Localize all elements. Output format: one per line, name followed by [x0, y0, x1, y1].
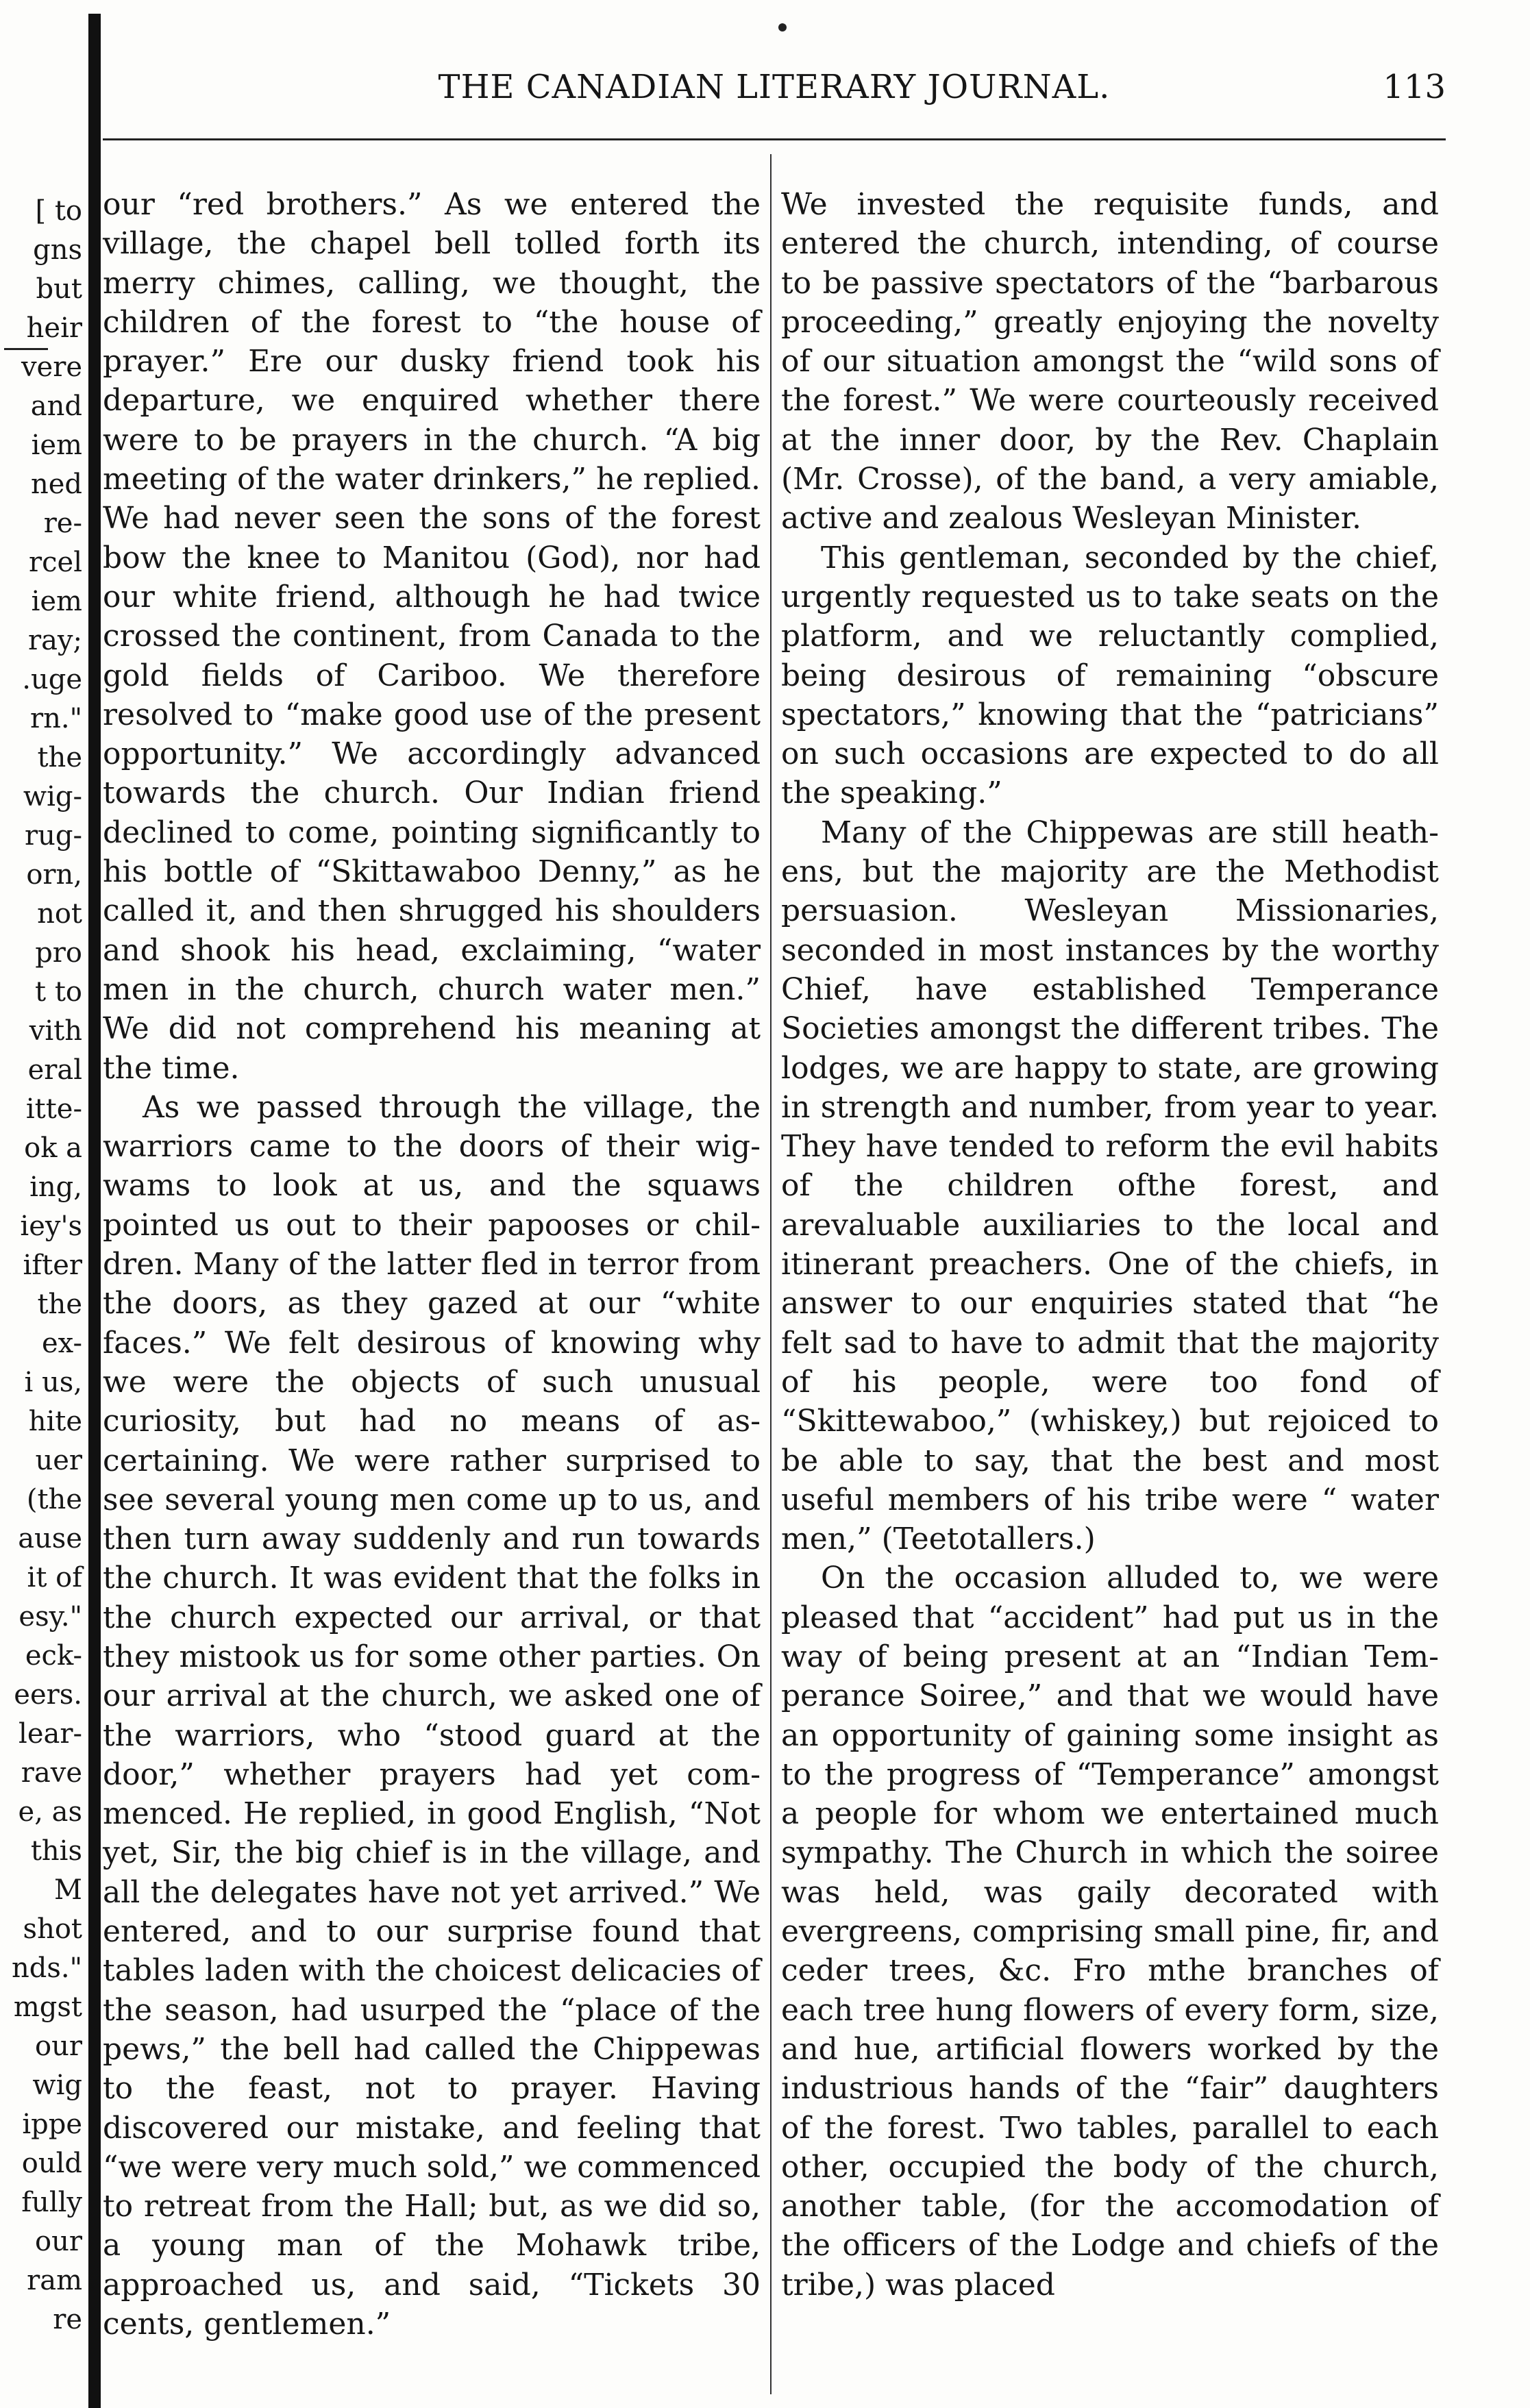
- print-mark: [778, 23, 787, 32]
- fragment-line: it of: [27, 1562, 82, 1593]
- fragment-line: e, as: [18, 1796, 82, 1828]
- fragment-line: rave: [21, 1757, 82, 1789]
- fragment-line: eral: [27, 1054, 82, 1086]
- fragment-line: shot: [23, 1913, 82, 1945]
- fragment-line: iem: [31, 430, 82, 461]
- fragment-line: M: [54, 1874, 82, 1906]
- fragment-line: gns: [33, 234, 82, 266]
- fragment-line: uer: [35, 1445, 82, 1476]
- fragment-line: itte-: [25, 1093, 82, 1125]
- facing-page-rule: [4, 348, 48, 350]
- fragment-line: rn.": [30, 703, 82, 734]
- column-divider: [770, 154, 772, 2394]
- fragment-line: this: [30, 1835, 82, 1867]
- fragment-line: but: [36, 273, 82, 305]
- fragment-line: ok a: [24, 1132, 82, 1164]
- fragment-line: ing,: [29, 1171, 82, 1203]
- fragment-line: nds.": [11, 1952, 82, 1984]
- fragment-line: mgst: [13, 1991, 82, 2023]
- fragment-line: pro: [35, 937, 82, 969]
- fragment-line: lear-: [18, 1718, 82, 1750]
- paragraph: our “red brothers.” As we entered the village, the chapel bell tolled forth its merry chimes, calling, we thought, the children of the forest to “the house of prayer.” Ere our dusky friend took his departure, we enquired whether there were to be prayers in the church. “A big meeting of the water drinkers,” he replied. We had never seen the sons of the forest bow the knee to Manitou (God), nor had our white friend, although he had twice crossed the continent, from Canada to the gold fields of Cariboo. We therefore resolved to “make good use of the present opportunity.” We accordingly advanced towards the church. Our Indian friend declined to come, pointing significantly to his bottle of “Skittawaboo Denny,” as he called it, and then shrugged his shoulders and shook his head, exclaiming, “water men in the church, church water men.” We did not comprehend his meaning at the time.: [103, 187, 761, 1086]
- page-number: 113: [1383, 68, 1446, 106]
- fragment-lines: [0, 192, 85, 2339]
- fragment-line: wig: [32, 2070, 82, 2101]
- fragment-line: ould: [21, 2148, 82, 2179]
- fragment-line: wig-: [23, 781, 82, 812]
- fragment-line: eers.: [14, 1679, 82, 1711]
- fragment-line: the: [37, 1289, 82, 1320]
- fragment-line: t to: [35, 976, 82, 1008]
- fragment-line: rug-: [24, 820, 82, 852]
- right-column: [781, 185, 1439, 2305]
- fragment-line: ned: [30, 469, 82, 500]
- fragment-line: (the: [26, 1484, 82, 1515]
- fragment-line: eck-: [25, 1640, 82, 1672]
- fragment-line: heir: [26, 312, 82, 344]
- fragment-line: re-: [43, 508, 82, 539]
- fragment-line: [ to: [35, 195, 82, 227]
- fragment-line: rcel: [29, 547, 82, 578]
- fragment-line: fully: [21, 2187, 82, 2218]
- fragment-line: hite: [28, 1406, 82, 1437]
- fragment-line: vere: [21, 351, 82, 383]
- journal-title: THE CANADIAN LITERARY JOURNAL.: [438, 68, 1111, 106]
- fragment-line: iem: [31, 586, 82, 617]
- fragment-line: i us,: [24, 1367, 82, 1398]
- header-rule: [103, 138, 1446, 140]
- fragment-line: our: [35, 2226, 82, 2257]
- fragment-line: ex-: [41, 1328, 82, 1359]
- paragraph: On the occasion alluded to, we were pleased that “accident” had put us in the way of being present at an “Indian Temperance Soiree,” and that we would have an opportunity of gaining some insight as to the progress of “Temperance” amongst a people for whom we entertained much sympathy. The Church in which the soiree was held, was gaily decorated with evergreens, comprising small pine, fir, and ceder trees, &c. Fro mthe branches of each tree hung flowers of every form, size, and hue, artificial flowers worked by the industrious hands of the “fair” daughters of the forest. Two tables, parallel to each other, occupied the body of the church, another table, (for the accomodation of the officers of the Lodge and chiefs of the tribe,) was placed: [781, 1561, 1439, 2303]
- fragment-line: re: [53, 2304, 82, 2335]
- paragraph: This gentleman, seconded by the chief, urgently requested us to take seats on the platform, and we reluctantly complied, being desirous of remaining “obscure spectators,” knowing that the “patricians” on such occasions are expected to do all the speaking.”: [781, 540, 1439, 811]
- fragment-line: our: [35, 2031, 82, 2062]
- left-column: [103, 185, 761, 2344]
- facing-page-fragments: [0, 192, 85, 2339]
- paragraph: As we passed through the village, the warriors came to the doors of their wigwams to look at us, and the squaws pointed us out to their papooses or children. Many of the latter fled in terror from the doors, as they gazed at our “white faces.” We felt desirous of knowing why we were the objects of such unusual curiosity, but had no means of ascertaining. We were rather surprised to see several young men come up to us, and then turn away suddenly and run towards the church. It was evident that the folks in the church expected our arrival, or that they mistook us for some other parties. On our arrival at the church, we asked one of the warriors, who “stood guard at the door,” whether prayers had yet commenced. He replied, in good English, “Not yet, Sir, the big chief is in the village, and all the delegates have not yet arrived.” We entered, and to our surprise found that tables laden with the choicest delicacies of the season, had usurped the “place of the pews,” the bell had called the Chippewas to the feast, not to prayer. Having discovered our mistake, and feeling that “we were very much sold,” we commenced to retreat from the Hall; but, as we did so, a young man of the Mohawk tribe, approached us, and said, “Tickets 30 cents, gentlemen.”: [103, 1089, 761, 2342]
- fragment-line: iey's: [20, 1211, 82, 1242]
- fragment-line: ram: [27, 2265, 82, 2296]
- fragment-line: and: [30, 390, 82, 422]
- fragment-line: .uge: [22, 664, 82, 695]
- fragment-line: orn,: [26, 859, 82, 891]
- fragment-line: ippe: [22, 2109, 82, 2140]
- binding-edge: [88, 14, 101, 2408]
- fragment-line: not: [37, 898, 82, 930]
- fragment-line: esy.": [18, 1601, 82, 1633]
- paragraph: We invested the requisite funds, and entered the church, intending, of course to be passive spectators of the “barbarous proceeding,” greatly enjoying the novelty of our situation amongst the “wild sons of the forest.” We were courteously received at the inner door, by the Rev. Chaplain (Mr. Crosse), of the band, a very amiable, active and zealous Wesleyan Minister.: [781, 187, 1439, 536]
- fragment-line: ifter: [23, 1250, 82, 1281]
- running-head: [103, 63, 1446, 111]
- paragraph: Many of the Chippewas are still heathens, but the majority are the Methodist persuasion. Wesleyan Missionaries, seconded in most instances by the worthy Chief, have established Temperance Societies amongst the different tribes. The lodges, we are happy to state, are growing in strength and number, from year to year. They have tended to reform the evil habits of the children ofthe forest, and arevaluable auxiliaries to the local and itinerant preachers. One of the chiefs, in answer to our enquiries stated that “he felt sad to have to admit that the majority of his people, were too fond of “Skittewaboo,” (whiskey,) but rejoiced to be able to say, that the best and most useful members of his tribe were “ water men,” (Teetotallers.): [781, 815, 1439, 1557]
- fragment-line: vith: [29, 1015, 82, 1047]
- fragment-line: the: [37, 742, 82, 773]
- fragment-line: ray;: [27, 625, 82, 656]
- fragment-line: ause: [18, 1523, 82, 1554]
